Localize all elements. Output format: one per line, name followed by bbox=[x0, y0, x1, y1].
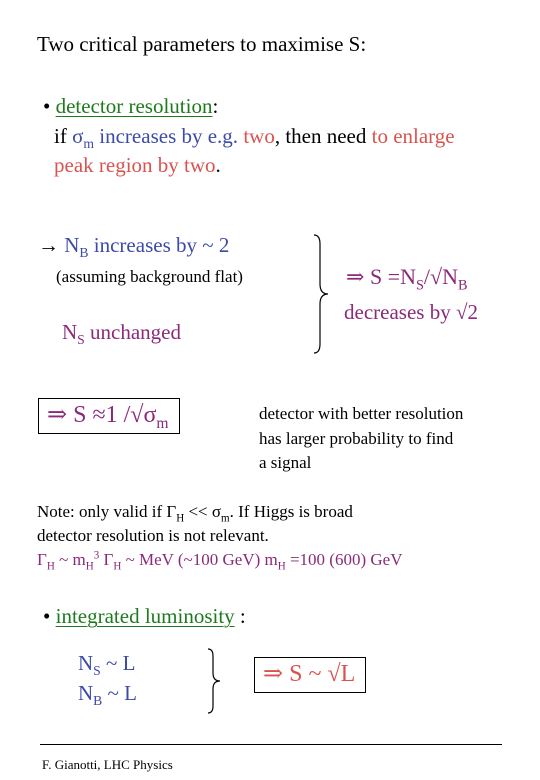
text-peak-region: peak region by two bbox=[54, 153, 216, 177]
resolution-line-1 bbox=[54, 124, 455, 152]
ns-vs-l: $N_S$ ~ L bbox=[78, 651, 136, 679]
integrated-luminosity-label: integrated luminosity bbox=[55, 604, 235, 628]
detector-note-3: a signal bbox=[259, 453, 312, 472]
footer-rule bbox=[40, 744, 502, 745]
s-formula: ⇒ $S =N_S/√N_B$ bbox=[346, 264, 468, 294]
detector-resolution-label: detector resolution bbox=[55, 94, 213, 118]
assumption-note: (assuming background flat) bbox=[56, 267, 243, 286]
bullet-marker: • bbox=[43, 604, 51, 628]
decreases-text: decreases by √2 bbox=[344, 300, 478, 324]
bullet-integrated-luminosity bbox=[43, 606, 246, 627]
note-line-2: detector resolution is not relevant. bbox=[37, 526, 269, 545]
note-line-3: $\Gamma_H$ ~ $m_H^3$ $\Gamma_H$ ~ MeV (~100 GeV) $m_H =100$ (600) GeV bbox=[37, 549, 403, 573]
nb-vs-l: $N_B$ ~ L bbox=[78, 681, 137, 709]
text-two: two bbox=[243, 124, 275, 148]
text-then: , then need bbox=[274, 124, 372, 148]
boxed-relation: ⇒ S ≈1 $/√\sigma_m$ bbox=[38, 398, 180, 434]
slide-title: Two critical parameters to maximise S: bbox=[37, 32, 367, 56]
text-if: if bbox=[54, 124, 73, 148]
nb-increases: → $N_B$ increases by ~ 2 bbox=[38, 233, 230, 261]
ns-unchanged: $N_S$ unchanged bbox=[62, 320, 181, 348]
footer-credit: F. Gianotti, LHC Physics bbox=[42, 757, 173, 772]
text-enlarge: to enlarge bbox=[371, 124, 455, 148]
right-brace-icon bbox=[312, 234, 332, 354]
period: . bbox=[215, 153, 221, 177]
resolution-line-2 bbox=[54, 155, 221, 176]
right-brace-icon bbox=[206, 648, 224, 714]
bullet-marker: • bbox=[43, 94, 51, 118]
note-line-1: Note: only valid if $\Gamma_H << \sigma_m$. If Higgs is broad bbox=[37, 502, 353, 525]
colon: : bbox=[212, 94, 219, 118]
detector-note-2: has larger probability to find bbox=[259, 429, 454, 448]
sigma-m: $\sigma_m$ increases by e.g. bbox=[72, 124, 244, 152]
right-arrow-icon: → bbox=[38, 233, 59, 257]
colon: : bbox=[234, 604, 246, 628]
detector-note-1: detector with better resolution bbox=[259, 404, 464, 423]
implies-icon: ⇒ bbox=[346, 264, 365, 289]
luminosity-result: ⇒ S ~ √L bbox=[254, 657, 366, 693]
bullet-detector-resolution bbox=[43, 96, 218, 117]
implies-icon: ⇒ bbox=[47, 402, 68, 428]
